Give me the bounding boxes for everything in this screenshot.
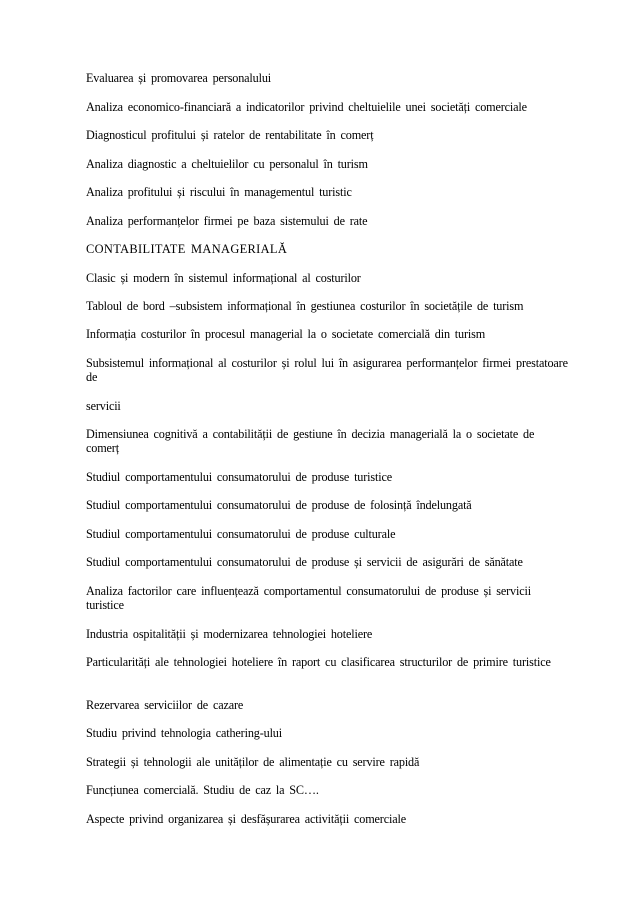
topic-line-25: Aspecte privind organizarea și desfășurarea activității comerciale	[86, 812, 406, 826]
topic-line-12: servicii	[86, 399, 121, 413]
topic-line-3: Diagnosticul profitului și ratelor de rentabilitate în comerț	[86, 128, 374, 142]
topic-line-19: Industria ospitalității și modernizarea tehnologiei hoteliere	[86, 627, 373, 641]
topic-line-14: Studiul comportamentului consumatorului de produse turistice	[86, 470, 392, 484]
topic-line-17: Studiul comportamentului consumatorului de produse și servicii de asigurări de sănătate	[86, 555, 523, 569]
topic-line-8: Clasic și modern în sistemul informațional al costurilor	[86, 271, 361, 285]
topic-line-23: Strategii și tehnologii ale unităților de alimentație cu servire rapidă	[86, 755, 420, 769]
topic-line-18: Analiza factorilor care influențează comportamentul consumatorului de produse și servicii turistice	[86, 584, 531, 612]
topic-line-9: Tabloul de bord –subsistem informațional în gestiunea costurilor în societățile de turism	[86, 299, 524, 313]
topic-line-20: Particularități ale tehnologiei hoteliere în raport cu clasificarea structurilor de primire turistice	[86, 655, 551, 669]
topic-line-6: Analiza performanțelor firmei pe baza sistemului de rate	[86, 214, 368, 228]
topic-line-16: Studiul comportamentului consumatorului de produse culturale	[86, 527, 396, 541]
topic-line-2: Analiza economico-financiară a indicatorilor privind cheltuielile unei societăți comerciale	[86, 100, 527, 114]
topic-line-11: Subsistemul informațional al costurilor și rolul lui în asigurarea performanțelor firmei prestatoare de	[86, 356, 568, 384]
section-heading: CONTABILITATE MANAGERIALĂ	[86, 242, 288, 256]
topic-line-21: Rezervarea serviciilor de cazare	[86, 698, 244, 712]
topic-line-22: Studiu privind tehnologia cathering-ului	[86, 726, 282, 740]
topic-line-1: Evaluarea și promovarea personalului	[86, 71, 272, 85]
topic-line-4: Analiza diagnostic a cheltuielilor cu personalul în turism	[86, 157, 368, 171]
topic-line-5: Analiza profitului și riscului în managementul turistic	[86, 185, 352, 199]
topic-line-13: Dimensiunea cognitivă a contabilității de gestiune în decizia managerială la o societate de comerț	[86, 427, 535, 455]
topic-line-24: Funcțiunea comercială. Studiu de caz la SC….	[86, 783, 319, 797]
topic-line-15: Studiul comportamentului consumatorului de produse de folosință îndelungată	[86, 498, 472, 512]
topic-line-10: Informația costurilor în procesul managerial la o societate comercială din turism	[86, 327, 486, 341]
